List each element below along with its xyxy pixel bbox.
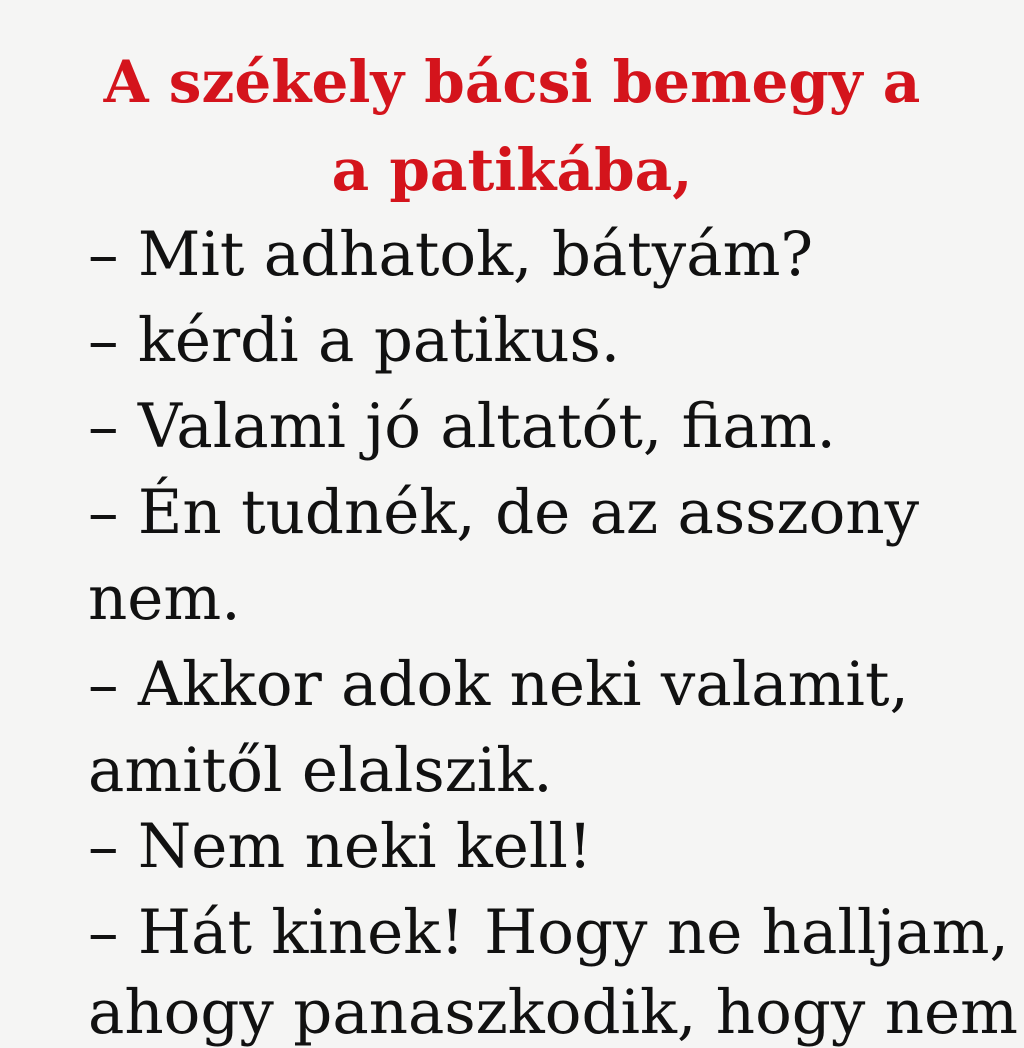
headline-line-1: A székely bácsi bemegy a — [103, 48, 921, 116]
joke-line: – Hát kinek! Hogy ne halljam, — [88, 897, 1009, 968]
joke-line: – Mit adhatok, bátyám? — [88, 219, 814, 290]
headline-line-2: a patikába, — [331, 136, 693, 204]
joke-line: ahogy panaszkodik, hogy nem — [88, 977, 1018, 1048]
joke-line: – Akkor adok neki valamit, — [88, 649, 909, 720]
joke-line: nem. — [88, 563, 241, 634]
joke-line: amitől elalszik. — [88, 735, 553, 806]
joke-line: – Én tudnék, de az asszony — [88, 477, 920, 548]
joke-line: – Valami jó altatót, fiam. — [88, 391, 836, 462]
joke-line: – kérdi a patikus. — [88, 305, 621, 376]
joke-line: – Nem neki kell! — [88, 811, 593, 882]
